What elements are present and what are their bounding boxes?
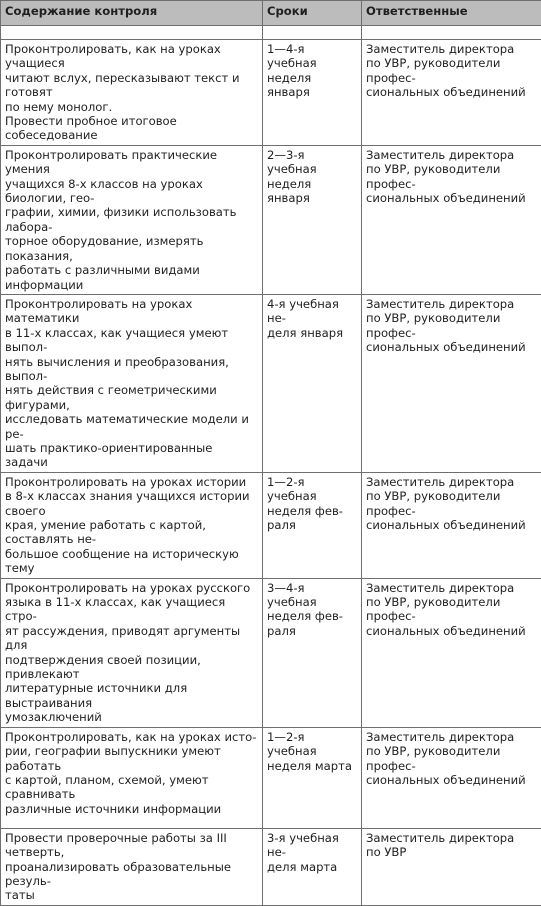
content-cell: Проконтролировать практические умения учащихся 8-х классов на уроках биологии, гео- графии, химии, физики использовать лабора- торное оборудование, измерять показания, работать с различными видами информации [1, 145, 263, 294]
header-content: Содержание контроля [1, 1, 263, 26]
term-cell: 4-я учебная не- деля января [263, 294, 362, 472]
content-cell: Проконтролировать, как на уроках исто- рии, географии выпускники умеют работать с картой, планом, схемой, умеют сравнивать различные источники информации [1, 727, 263, 828]
table-row [1, 828, 541, 905]
term-cell: 3-я учебная не- деля марта [263, 828, 362, 905]
content-cell: Проконтролировать, как на уроках учащиеся читают вслух, пересказывают текст и готовят по нему монолог. Провести пробное итоговое собеседование [1, 40, 263, 146]
term-cell: 1—2-я учебная неделя марта [263, 727, 362, 828]
spacer-cell [362, 26, 541, 40]
content-cell: Проконтролировать на уроках математики в 11-х классах, как учащиеся умеют выпол- нять вычисления и преобразования, выпол- нять действия с геометрическими фигурами, исследовать математические модели и ре- шать практико-ориентированные задачи [1, 294, 263, 472]
table-row [1, 145, 541, 294]
spacer-row [1, 26, 541, 40]
term-cell: 2—3-я учебная неделя января [263, 145, 362, 294]
term-cell: 1—2-я учебная неделя фев- раля [263, 472, 362, 578]
term-cell: 1—4-я учебная неделя января [263, 40, 362, 146]
responsible-cell: Заместитель директора по УВР [362, 828, 541, 905]
table-row [1, 727, 541, 828]
content-cell: Проконтролировать на уроках истории в 8-х классах знания учащихся истории своего края, умение работать с картой, составлять не- большое сообщение на историческую тему [1, 472, 263, 578]
table-row [1, 40, 541, 146]
responsible-cell: Заместитель директора по УВР, руководители профес- сиональных объединений [362, 727, 541, 828]
responsible-cell: Заместитель директора по УВР, руководители профес- сиональных объединений [362, 294, 541, 472]
table-row [1, 578, 541, 727]
table-row [1, 472, 541, 578]
content-cell: Провести проверочные работы за III четверть, проанализировать образовательные резуль- таты [1, 828, 263, 905]
responsible-cell: Заместитель директора по УВР, руководители профес- сиональных объединений [362, 40, 541, 146]
term-cell: 3—4-я учебная неделя фев- раля [263, 578, 362, 727]
spacer-cell [263, 26, 362, 40]
table-row [1, 294, 541, 472]
content-cell: Проконтролировать на уроках русского языка в 11-х классах, как учащиеся стро- ят рассуждения, приводят аргументы для подтверждения своей позиции, привлекают литературные источники для выстраивания умозаключений [1, 578, 263, 727]
header-responsible: Ответственные [362, 1, 541, 26]
responsible-cell: Заместитель директора по УВР, руководители профес- сиональных объединений [362, 472, 541, 578]
spacer-cell [1, 26, 263, 40]
responsible-cell: Заместитель директора по УВР, руководители профес- сиональных объединений [362, 578, 541, 727]
responsible-cell: Заместитель директора по УВР, руководители профес- сиональных объединений [362, 145, 541, 294]
table-header-row [1, 1, 541, 26]
header-term: Сроки [263, 1, 362, 26]
